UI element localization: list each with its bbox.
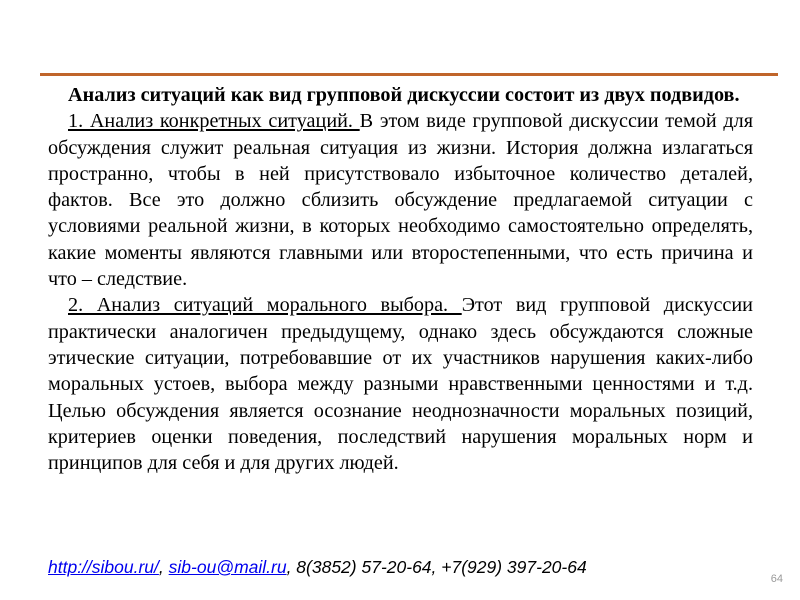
footer-contacts [48,557,587,578]
paragraph-2-title: 2. Анализ ситуаций морального выбора. [68,294,462,317]
email-link[interactable]: sib-ou@mail.ru [168,557,287,577]
footer-phones: , 8(3852) 57-20-64, +7(929) 397-20-64 [286,557,587,577]
lead-paragraph: Анализ ситуаций как вид групповой дискуссии состоит из двух подвидов. [68,84,740,106]
slide-body [48,82,753,476]
paragraph-concrete-situations [48,108,753,292]
paragraph-2-body: Этот вид групповой дискуссии практически аналогичен предыдущему, однако здесь обсуждаются сложные этические ситуации, потребовавшие от их участников нарушения каких-либо моральных устоев, выбора между разными нравственными ценностями и т.д. Целью обсуждения является осознание неоднозначности моральных позиций, критериев оценки поведения, последствий нарушения моральных норм и принципов для себя и для других людей. [48,294,753,475]
footer-separator: , [158,557,169,577]
paragraph-1-title: 1. Анализ конкретных ситуаций. [68,110,360,133]
header-divider [40,73,778,76]
paragraph-moral-choice [48,292,753,476]
paragraph-1-body: В этом виде групповой дискуссии темой для обсуждения служит реальная ситуация из жизни. История должна излагаться пространно, чтобы в ней присутствовало избыточное количество деталей, фактов. Все это должно сблизить обсуждение предлагаемой ситуации с условиями реальной жизни, в которых необходимо самостоятельно определять, какие моменты являются главными или второстепенными, что есть причина и что – следствие. [48,110,753,291]
page-number: 64 [770,573,783,585]
website-link[interactable]: http://sibou.ru/ [48,557,159,577]
